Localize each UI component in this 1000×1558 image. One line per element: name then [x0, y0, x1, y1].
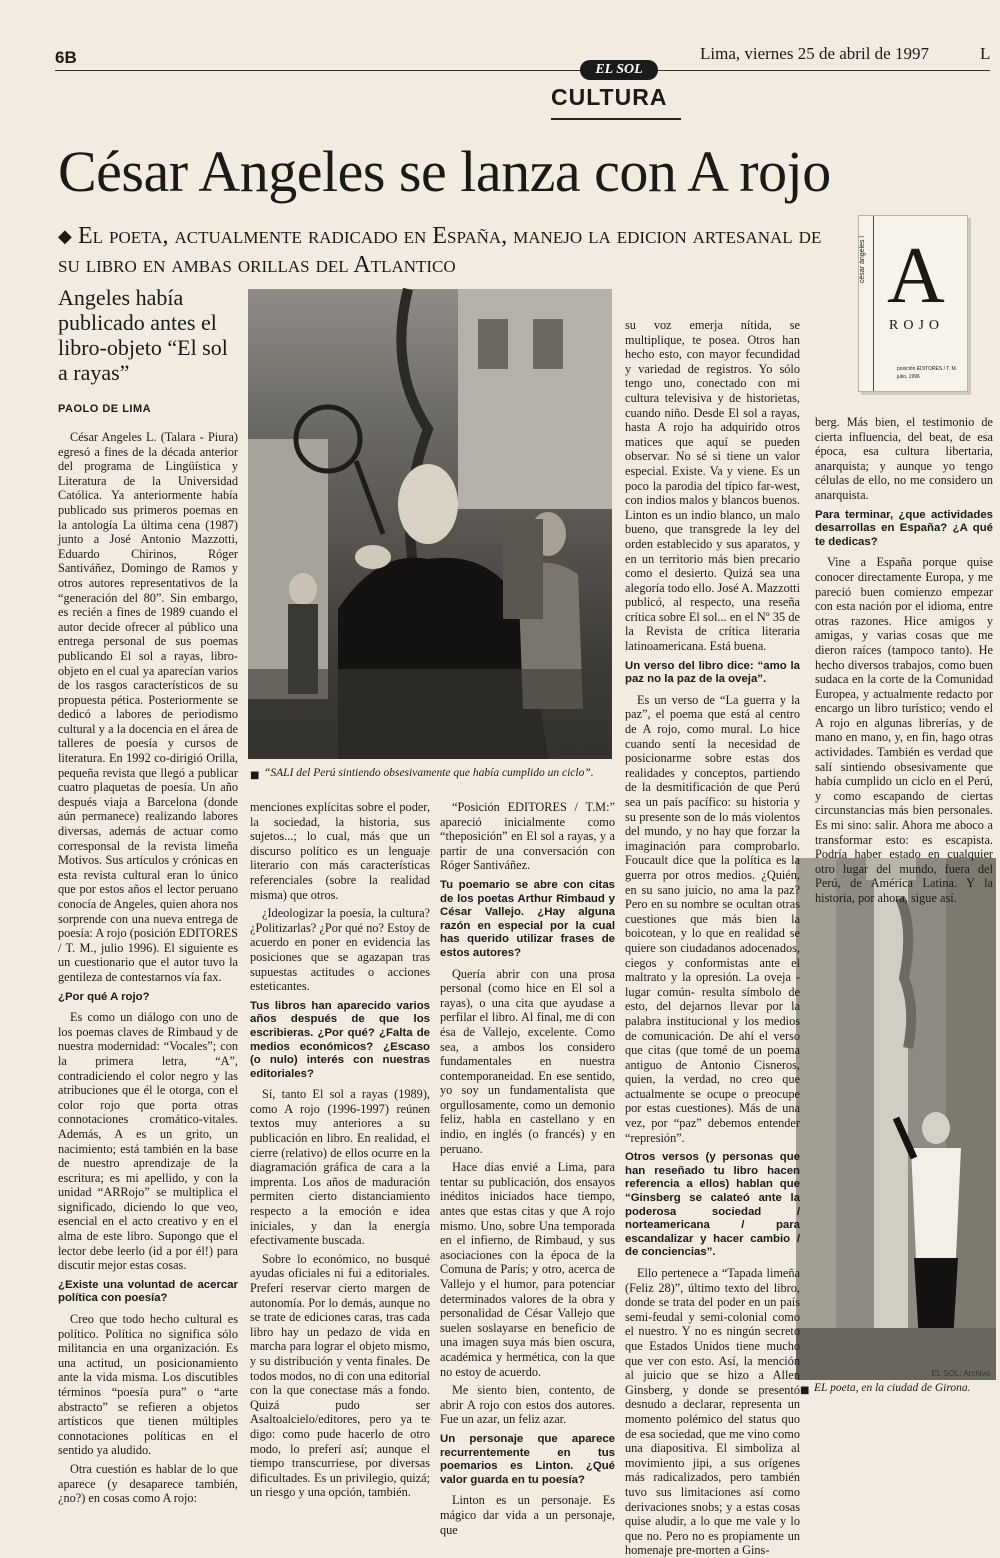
paragraph: berg. Más bien, el testimonio de cierta influencia, del beat, de esa época, esa cultura libertaria, anarquista; y aunque yo tengo células de ello, no me considero un anarquista.	[815, 415, 993, 502]
second-photo-caption: EL poeta, en la ciudad de Girona.	[814, 1382, 971, 1394]
paragraph: Vine a España porque quise conocer directamente Europa, y me pareció buen comienzo empezar con esta nación por el idioma, entre otras razones. Hice amigos y amigas, y varias cosas que me dieron raíces (tampoco tanto). He hecho diversos trabajos, como buen sudaca en la corte de la Comunidad Europea, y actualmente redacto por encargo un libro turístico; vendo el A rojo en algunas librerías, y de mano en mano, y, en fin, hago otras actividades. También es verdad que salí sintiendo obsesivamente que había cumplido un ciclo en el Perú, y como escapando de ciertas circunstancias más bien personales. Es mi sino: salir. Ahora me aboco a transformar esto: es escapista. Podría haber estado en cualquier otro lugar del mundo, fuera del Perú, de América Latina. Y la historia, por ahora, sigue así.	[815, 555, 993, 905]
paragraph: Me siento bien, contento, de abrir A rojo con estos dos autores. Fue un azar, un feliz azar.	[440, 1383, 615, 1427]
paragraph: Hace días envié a Lima, para tentar su publicación, dos ensayos inéditos iniciados hace tiempo, antes que estas citas y que A rojo mismo. Uno, sobre Una temporada en el infierno, de Rimbaud, y sus asociaciones con la época de la Comuna de París; y otro, acerca de Vallejo y el humor, para potenciar determinados valores de la obra y personalidad de César Vallejo que suelen soslayarse en beneficio de una imagen suya más bien oscura, académica y hermética, con la que no estoy de acuerdo.	[440, 1160, 615, 1379]
byline: PAOLO DE LIMA	[58, 403, 152, 415]
paragraph: su voz emerja nítida, se multiplique, te posea. Otros han hecho esto, con mayor fecundidad y variedad de registros. Yo sólo tengo uno, conectado con mi cultura televisiva y de historietas, cuando niño. Desde El sol a rayas, hasta A rojo ha adquirido otros matices que aquí se pueden observar. No sé si tiene un valor especial. Existe. Va y viene. Es un poco la parodia del típico far-west, con indios malos y blancos buenos. Linton es un indio blanco, un malo bueno, que transgrede la ley del orden establecido y sus aparatos, y en un territorio más bien precario como el desierto. Quizá sea una alegoría todo ello. José A. Mazzotti publicó, al respecto, una reseña crítica sobre El sol... en el Nº 35 de la Revista de crítica literaria latinoamericana. Está buena.	[625, 318, 800, 654]
headline: César Angeles se lanza con A rojo	[58, 139, 831, 204]
section-rule	[551, 118, 681, 120]
header-rule	[55, 70, 990, 71]
column-1	[58, 430, 238, 1506]
interview-question: ¿Existe una voluntad de acercar política con poesía?	[58, 1278, 238, 1305]
second-photo-credit: EL SOL: Archivo	[931, 1369, 990, 1378]
paragraph: “Posición EDITORES / T.M:” apareció inicialmente como “theposición” en El sol a rayas, y a partir de una conversación con Róger Santiváñez.	[440, 800, 615, 873]
edition-date: Lima, viernes 25 de abril de 1997	[700, 44, 929, 63]
photo-scene	[248, 289, 612, 759]
paragraph: menciones explícitas sobre el poder, la sociedad, la historia, sus sujetos...; lo cual, más que un discurso político es un lenguaje literario con más características referenciales (sobre la realidad misma) que otros.	[250, 800, 430, 902]
cover-word: ROJO	[889, 318, 945, 333]
column-3	[440, 800, 615, 1537]
paragraph: César Angeles L. (Talara - Piura) egresó a fines de la década anterior del programa de Lingüística y Literatura de la Universidad Católica. Ya anteriormente había publicado sus primeros poemas en la antología La última cena (1987) junto a José Antonio Mazzotti, Eduardo Chirinos, Róger Santiváñez, Domingo de Ramos y otros autores representativos de la “generación del 80”. Sin embargo, es recién a fines de 1989 cuando el autor decide ofrecer al público una entrega personal de sus poemas publicando El sol a rayas, libro-objeto en el cual ya aparecían varios de los rasgos característicos de su propuesta pética. Posteriormente se dedicó a labores de periodismo cultural y a la docencia en el área de talleres de poesía y cursos de literatura. En 1992 co-dirigió Orilla, pequeña revista que llegó a publicar cuatro plaquetas de poesía. Un año después viaja a Barcelona (donde aún permanece) realizando labores diversas, además de actuar como corresponsal de la revista limeña Motivos. Sus artículos y crónicas en esta revista cultural eran lo único que por estos años el lector peruano conocía de Angeles, quien ahora nos sorprende con una nueva entrega de poesía: A rojo (posición EDITORES / T. M., julio 1996). El siguiente es un cuestionario que el autor tuvo la gentileza de contestarnos vía fax.	[58, 430, 238, 984]
cover-imprint: posición EDITORES / T. M.	[897, 366, 958, 372]
photo-scene-2	[796, 858, 996, 1380]
interview-question: Otros versos (y personas que han reseñado tu libro hacen referencia a ellos) hablan que “Ginsberg se calateó ante la poderosa sociedad / norteamericana / para escandalizar y hacer cambio / de conciencias”.	[625, 1151, 800, 1259]
paragraph: Sí, tanto El sol a rayas (1989), como A rojo (1996-1997) reúnen textos muy anteriores a su publicación en libro. En realidad, el cierre (relativo) de ellos ocurre en la diagramación gráfica de cara a la imprenta. Los años de maduración permiten cierto distanciamiento respecto a la emoción e idea iniciales, y dan la energía efectivamente buscada.	[250, 1087, 430, 1248]
paragraph: Ello pertenece a “Tapada limeña (Feliz 28)”, último texto del libro, donde se trata del poder en un país semi-feudal y semi-colonial como el nuestro. Y no es ningún secreto que Estados Unidos tiene mucho que ver con esto. Así, la mención al juicio que se hizo a Allen Ginsberg, y donde se presentó desnudo a declarar, representa un momento polémico del status quo de esa sociedad, que me vino como una diapositiva. El simboliza al movimiento jipi, a sus orígenes más radicalizados, pero también tuvo sus limitaciones así como derivaciones snobs; y a estas cosas quise aludir, a lo que me vale y lo que no. Pero no es propiamente un homenaje pre-morten a Gins-	[625, 1266, 800, 1558]
interview-question: Un personaje que aparece recurrentemente en tus poemarios es Linton. ¿Qué valor guarda en tu poesía?	[440, 1432, 615, 1486]
main-photo-credit: EL SOL: Archivo	[549, 748, 608, 757]
cover-year: julio, 1996	[897, 374, 920, 380]
interview-question: Tu poemario se abre con citas de los poetas Arthur Rimbaud y César Vallejo. ¿Hay alguna razón en especial por la cual has querido utilizar frases de estos autores?	[440, 878, 615, 959]
paragraph: ¿Ideologizar la poesía, la cultura? ¿Politizarlas? ¿Por qué no? Estoy de acuerdo en poner en evidencia las posiciones que se agazapan tras supuestas actitudes o acciones esteticantes.	[250, 906, 430, 994]
newspaper-logo: EL SOL	[580, 60, 658, 80]
column-2	[250, 800, 430, 1500]
paragraph: Sobre lo económico, no busqué ayudas oficiales ni fui a editoriales. Preferí reservar cierto margen de autonomía. Por lo demás, aunque no se trate de ediciones caras, tras cada libro hay un pedazo de vida en marcha para lograr el objeto mismo, y su distribución y venta finales. De todos modos, no di con una editorial con la que conectase más a fondo. Quizá pudo ser Asaltoalcielo/editores, pero ya te digo: como pude hacerlo de otro modo, lo preferí así; aunque el tiempo transcurriese, por diversas dificultades. Es un privilegio, quizá; un riesgo y una opción, también.	[250, 1251, 430, 1500]
next-page-letter: L	[980, 44, 991, 63]
column-5	[815, 415, 993, 905]
cover-letter: A	[887, 232, 945, 320]
interview-question: Tus libros han aparecido varios años después de que los escribieras. ¿Por qué? ¿Falta de medios económicos? ¿Escaso (o nulo) interés con nuestras editoriales?	[250, 999, 430, 1080]
diamond-bullet-icon: ◆	[58, 226, 72, 247]
subhead: Angeles había publicado antes el libro-objeto “El sol a rayas”	[58, 285, 228, 385]
section-title: CULTURA	[551, 84, 668, 110]
interview-question: Un verso del libro dice: “amo la paz no la paz de la oveja”.	[625, 659, 800, 686]
caption-square-icon: ■	[250, 770, 260, 781]
paragraph: Creo que todo hecho cultural es político. Política no significa sólo militancia en una organización. Es una actitud, un posicionamiento ante la vida misma. Los discutibles términos “poesía pura” o “arte abstracto” se refieren a objetos artísticos que tienen múltiples connotaciones políticas en el sentido ya aludido.	[58, 1312, 238, 1458]
main-photo-caption: “SALI del Perú sintiendo obsesivamente que había cumplido un ciclo”.	[264, 767, 594, 779]
second-photo	[796, 858, 996, 1380]
book-cover	[858, 215, 968, 392]
paragraph: Es como un diálogo con uno de los poemas claves de Rimbaud y de nuestra modernidad: “Vocales”; con la primera letra, “A”, contradiciendo el color negro y las atribuciones que él le otorga, con el color rojo que porta otras connotaciones cromático-vitales. Además, A es un grito, un nacimiento; está también en la base de nuestro aprendizaje de la escritura; es mi apellido, y con la unidad “ARRojo” se multiplica el significado, diciendo lo que veo, esencial en el acto creativo y en el alma de este libro. Supongo que el lector debe leerlo (id a por él!) para discutir mejor estas cosas.	[58, 1010, 238, 1273]
cover-spine-text: césar ángeles l	[859, 236, 866, 284]
paragraph: Quería abrir con una prosa personal (como hice en El sol a rayas), o una cita que ayudase a perfilar el libro. Al final, me di con ésa de Vallejo, excelente. Como sea, a ambos los considero fundamentales en nuestra contemporaneidad. En ese sentido, yo soy un fundamentalista que orgullosamente, como un demonio feliz, habla en castellano y en indio, en inglés (o francés) y en peruano.	[440, 966, 615, 1156]
column-4	[625, 318, 800, 1558]
paragraph: Otra cuestión es hablar de lo que aparece (y desaparece también, ¿no?) en cosas como A rojo:	[58, 1461, 238, 1506]
interview-question: ¿Por qué A rojo?	[58, 990, 150, 1003]
main-photo	[248, 289, 612, 759]
caption-square-icon-2: ■	[800, 1385, 810, 1396]
interview-question: Para terminar, ¿que actividades desarrollas en España? ¿A qué te dedicas?	[815, 508, 993, 548]
paragraph: Linton es un personaje. Es mágico dar vida a un personaje, que	[440, 1493, 615, 1537]
deck: El poeta, actualmente radicado en España, manejo la edicion artesanal de su libro en ambas orillas del Atlantico	[58, 223, 822, 278]
paragraph: Es un verso de “La guerra y la paz”, el poema que está al centro de A rojo, como mural. Lo hice cuando sentí la necesidad de posicionarme sobre estas dos realidades y conceptos, partiendo de la desmitificación de que Perú sea un país pacífico: su historia y su presente son de lo más violentos del mundo, y no hay que forzar la imaginación para comprobarlo. Foucault dice que la política es la guerra por otros medios. ¿Quién, en su sano juicio, no ama la paz? Pero en su nombre se ocultan otras cuestiones que más bien la boicotean, y lo que en realidad se quiere son ciudadanos adocenados, ciegos y conformistas ante el maltrato y la opresión. La oveja -lugar común- resulta símbolo de esto, del dejarnos llevar por la palabra institucional y los medios de comunicación. De ahí el verso que citas (que tomé de un poema antiguo de Antonio Cisneros, quien, la verdad, no creo que actualmente se ocupe o preocupe por estas cuestiones). Más de una vez, por “paz” debemos entender “represión”.	[625, 692, 800, 1145]
page-number: 6B	[55, 48, 77, 67]
